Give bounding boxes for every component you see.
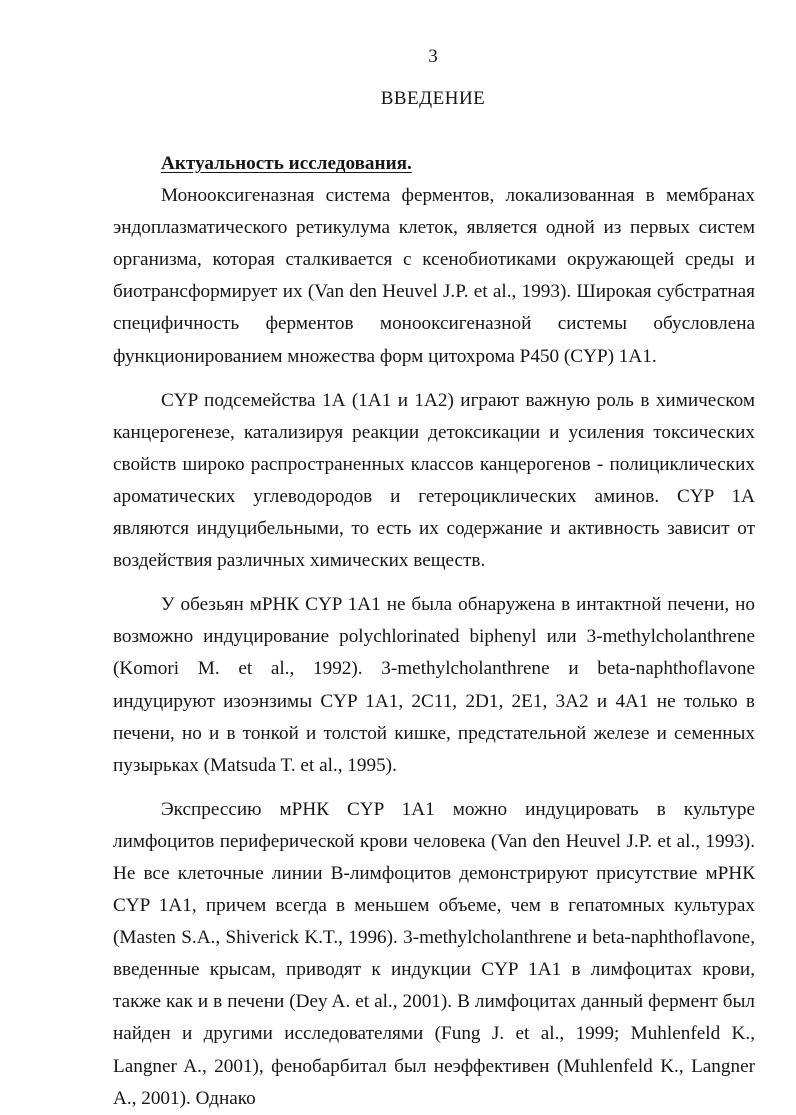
body-text (113, 148, 755, 1115)
paragraph-1: Монооксигеназная система ферментов, локализованная в мембранах эндоплазматического ретикулума клеток, является одной из первых систем организма, которая сталкивается с ксенобиотиками окружающей среды и биотрансформирует их (Van den Heuvel J.P. et al., 1993). Широкая субстратная специфичность ферментов монооксигеназной системы обусловлена функционированием множества форм цитохрома Р450 (CYP) 1А1. (113, 185, 755, 367)
subheading-relevance: Актуальность исследования. (161, 153, 412, 174)
section-title: ВВЕДЕНИЕ (380, 88, 486, 109)
page-number: 3 (428, 46, 438, 67)
paragraph-3: У обезьян мРНК CYP 1А1 не была обнаружена в интактной печени, но возможно индуцирование polychlorinated biphenyl или 3-methylcholanthrene (Komori M. et al., 1992). 3-methylcholanthrene и beta-naphthoflavone индуцируют изоэнзимы CYP 1А1, 2С11, 2D1, 2Е1, 3А2 и 4А1 не только в печени, но и в тонкой и толстой кишке, предстательной железе и семенных пузырьках (Matsuda T. et al., 1995). (113, 594, 755, 776)
paragraph-4: Экспрессию мРНК CYP 1А1 можно индуцировать в культуре лимфоцитов периферической крови человека (Van den Heuvel J.P. et al., 1993). Не все клеточные линии В-лимфоцитов демонстрируют присутствие мРНК CYP 1А1, причем всегда в меньшем объеме, чем в гепатомных культурах (Masten S.A., Shiverick K.T., 1996). 3-methylcholanthrene и beta-naphthoflavone, введенные крысам, приводят к индукции CYP 1А1 в лимфоцитах крови, также как и в печени (Dey A. et al., 2001). В лимфоцитах данный фермент был найден и другими исследователями (Fung J. et al., 1999; Muhlenfeld K., Langner A., 2001), фенобарбитал был неэффективен (Muhlenfeld K., Langner A., 2001). Однако (113, 798, 755, 1109)
paragraph-2: CYP подсемейства 1А (1А1 и 1А2) играют важную роль в химическом канцерогенезе, катализируя реакции детоксикации и усиления токсических свойств широко распространенных классов канцерогенов - полициклических ароматических углеводородов и гетероциклических аминов. CYP 1А являются индуцибельными, то есть их содержание и активность зависит от воздействия различных химических веществ. (113, 389, 755, 572)
